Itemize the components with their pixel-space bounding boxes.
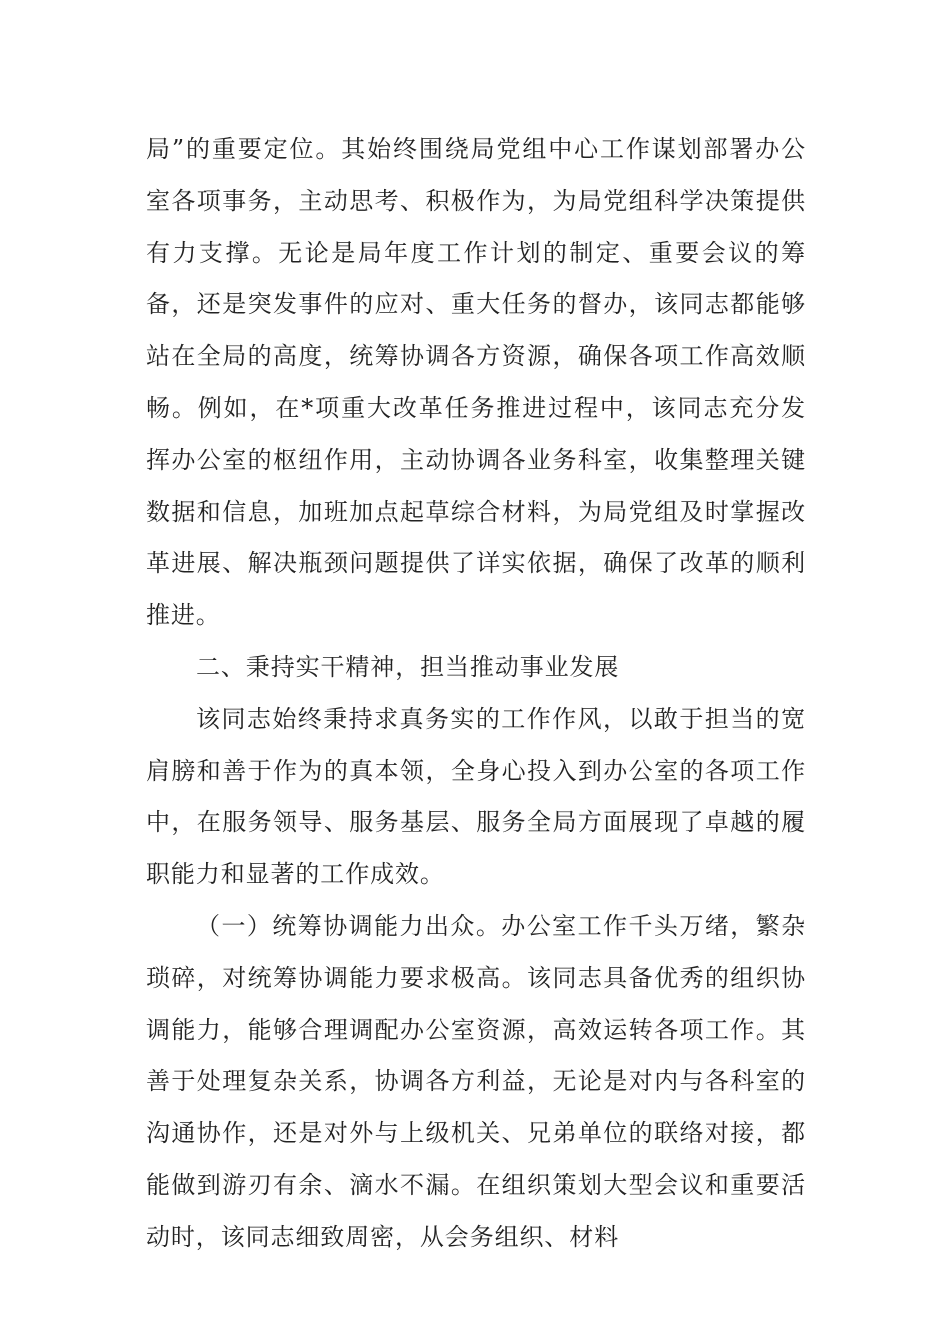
section-heading: 二、秉持实干精神，担当推动事业发展 (196, 652, 620, 681)
paragraph: 该同志始终秉持求真务实的工作作风，以敢于担当的宽肩膀和善于作为的真本领，全身心投入到办公室的各项工作中，在服务领导、服务基层、服务全局方面展现了卓越的履职能力和显著的工作成效。 (146, 704, 806, 889)
paragraph: （一）统筹协调能力出众。办公室工作千头万绪，繁杂琐碎，对统筹协调能力要求极高。该同志具备优秀的组织协调能力，能够合理调配办公室资源，高效运转各项工作。其善于处理复杂关系，协调各方利益，无论是对内与各科室的沟通协作，还是对外与上级机关、兄弟单位的联络对接，都能做到游刃有余、滴水不漏。在组织策划大型会议和重要活动时，该同志细致周密，从会务组织、材料 (146, 911, 806, 1251)
paragraph-continued: 局”的重要定位。其始终围绕局党组中心工作谋划部署办公室各项事务，主动思考、积极作为，为局党组科学决策提供有力支撑。无论是局年度工作计划的制定、重要会议的筹备，还是突发事件的应对、重大任务的督办，该同志都能够站在全局的高度，统筹协调各方资源，确保各项工作高效顺畅。例如，在*项重大改革任务推进过程中，该同志充分发挥办公室的枢纽作用，主动协调各业务科室，收集整理关键数据和信息，加班加点起草综合材料，为局党组及时掌握改革进展、解决瓶颈问题提供了详实依据，确保了改革的顺利推进。 (146, 135, 806, 630)
document-body (146, 124, 806, 1264)
